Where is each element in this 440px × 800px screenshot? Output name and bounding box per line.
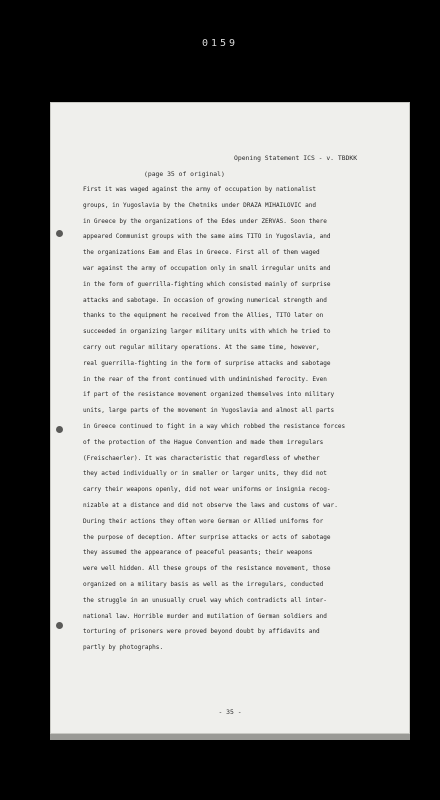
text-line: succeeded in organizing larger military units with which he tried to (83, 328, 331, 336)
text-line: organized on a military basis as well as the irregulars, conducted (83, 580, 324, 588)
text-line: were well hidden. All these groups of the resistance movement, those (83, 565, 331, 573)
text-line: real guerrilla-fighting in the form of surprise attacks and sabotage (83, 359, 331, 367)
text-line: carry out regular military operations. At the same time, however, (83, 343, 320, 351)
page-bottom-edge (50, 734, 410, 740)
text-line: (Freischaerler). It was characteristic that regardless of whether (83, 454, 320, 462)
original-page-label: (page 35 of original) (144, 170, 225, 178)
text-line: of the protection of the Hague Convention and made them irregulars (83, 438, 324, 446)
text-line: units, large parts of the movement in Yugoslavia and almost all parts (83, 407, 335, 415)
text-line: During their actions they often wore German or Allied uniforms for (83, 517, 324, 525)
body-text (83, 182, 393, 656)
text-line: if part of the resistance movement organized themselves into military (83, 391, 335, 399)
text-line: First it was waged against the army of occupation by nationalist (83, 186, 316, 193)
text-line: the organizations Eam and Elas in Greece. First all of them waged (83, 249, 320, 257)
text-line: nizable at a distance and did not observe the laws and customs of war. (83, 501, 338, 509)
text-line: torturing of prisoners were proved beyond doubt by affidavits and (83, 628, 320, 636)
punch-hole-icon (56, 622, 63, 629)
text-line: the struggle in an unusually cruel way which contradicts all inter- (83, 596, 327, 604)
text-line: the purpose of deception. After surprise attacks or acts of sabotage (83, 533, 331, 541)
text-line: carry their weapons openly, did not wear uniforms or insignia recog- (83, 486, 331, 494)
punch-hole-icon (56, 230, 63, 237)
text-line: they assumed the appearance of peaceful peasants; their weapons (83, 549, 313, 557)
text-line: attacks and sabotage. In occasion of growing numerical strength and (83, 296, 327, 304)
text-line: thanks to the equipment he received from the Allies, TITO later on (83, 312, 324, 320)
text-line: appeared Communist groups with the same aims TITO in Yugoslavia, and (83, 233, 331, 241)
page-number: - 35 - (218, 708, 242, 716)
text-line: in Greece continued to fight in a way which robbed the resistance forces (83, 422, 346, 430)
punch-hole-icon (56, 426, 63, 433)
text-line: they acted individually or in smaller or larger units, they did not (83, 470, 327, 478)
text-line: in Greece by the organizations of the Edes under ZERVAS. Soon there (83, 217, 327, 225)
microfilm-frame-number: 0159 (201, 38, 239, 49)
text-line: groups, in Yugoslavia by the Chetniks under DRAZA MIHAILOVIC and (83, 201, 316, 209)
text-line: partly by photographs. (83, 644, 164, 652)
header-reference: Opening Statement ICS - v. TBDKK (234, 154, 358, 162)
document-page (50, 102, 410, 734)
text-line: war against the army of occupation only in small irregular units and (83, 264, 331, 272)
text-line: national law. Horrible murder and mutilation of German soldiers and (83, 612, 327, 620)
text-line: in the form of guerrilla-fighting which consisted mainly of surprise (83, 280, 331, 288)
text-line: in the rear of the front continued with undiminished ferocity. Even (83, 375, 327, 383)
